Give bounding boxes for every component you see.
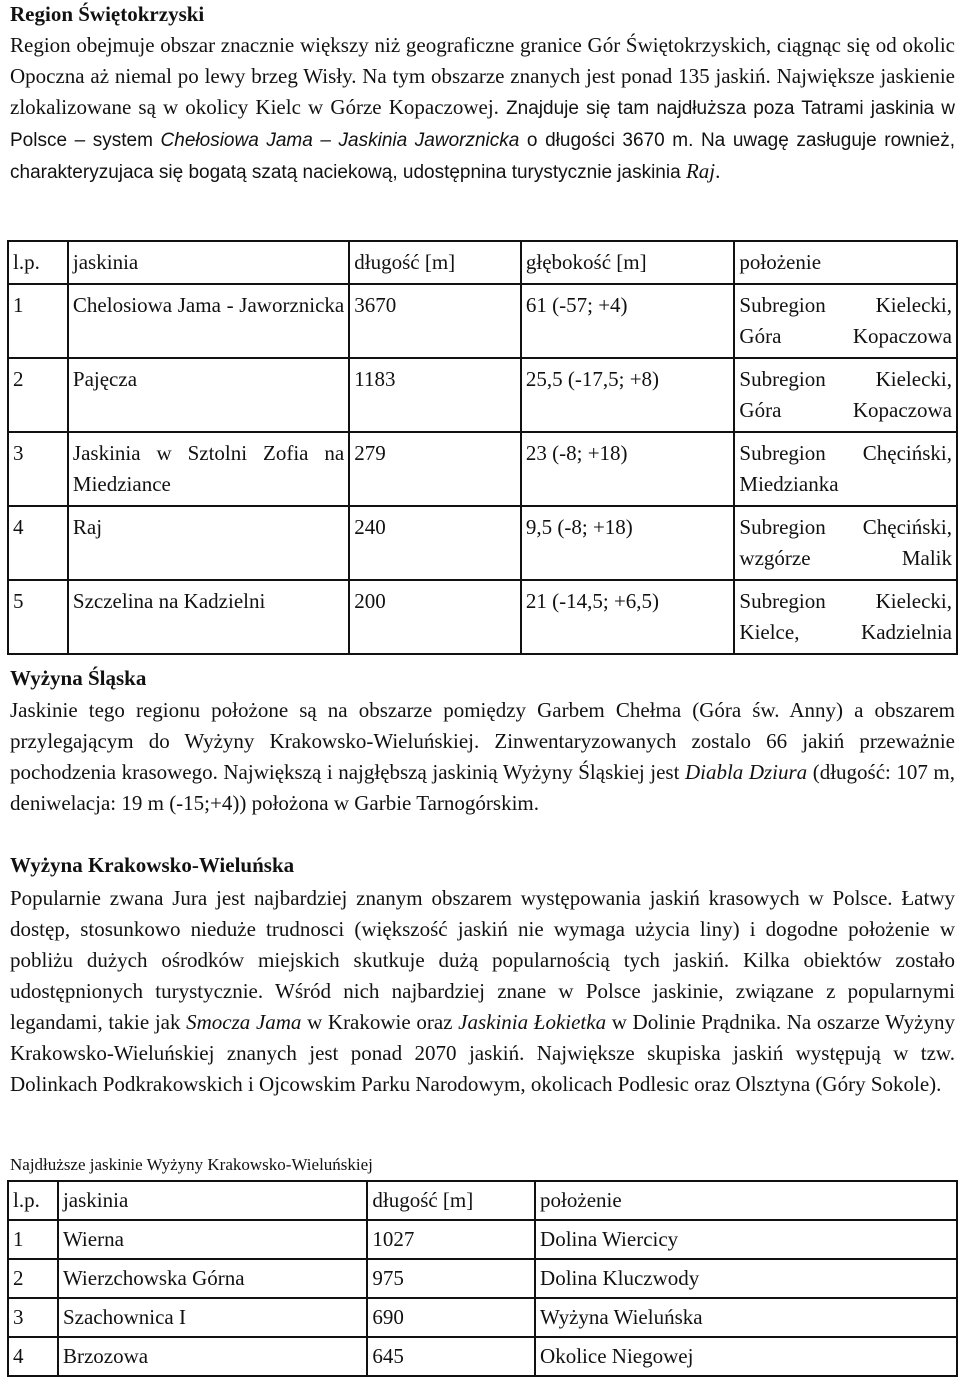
table-caption: Najdłuższe jaskinie Wyżyny Krakowsko-Wieluńskiej xyxy=(10,1155,373,1174)
table-cell: 690 xyxy=(367,1298,535,1337)
cave-name-lokietka: Jaskinia Łokietka xyxy=(458,1010,607,1034)
table-cell: Jaskinia w Sztolni Zofia na Miedziance xyxy=(68,432,349,506)
table-cell: 9,5 (-8; +18) xyxy=(521,506,735,580)
table-cell: 1027 xyxy=(367,1220,535,1259)
table-cell: 3670 xyxy=(349,284,521,358)
table-cell: 240 xyxy=(349,506,521,580)
header-cell: l.p. xyxy=(8,1181,58,1220)
table-row xyxy=(8,1337,957,1376)
table-row xyxy=(8,432,957,506)
table-cell: 25,5 (-17,5; +8) xyxy=(521,358,735,432)
cave-name-diabla-dziura: Diabla Dziura xyxy=(684,760,808,784)
body-text: Region obejmuje obszar znacznie większy niż geograficzne granice Gór Świętokrzyskich, ciągnąc się od okolic Opoczna aż niemal po lewy brzeg Wisły. Na tym obszarze znanych jest ponad 135 jaskiń. Największe jaskienie zlokalizowane są w okolicy Kielc w Górze Kopaczowej. xyxy=(10,33,955,119)
table-cell: 4 xyxy=(8,506,68,580)
table-row xyxy=(8,1298,957,1337)
table-row xyxy=(8,506,957,580)
table-cell: Szachownica I xyxy=(58,1298,367,1337)
section-title-slaska: Wyżyna Śląska xyxy=(10,666,147,690)
section-body-swietokrzyski xyxy=(10,30,955,188)
body-text-end: . xyxy=(715,159,721,183)
table-row xyxy=(8,284,957,358)
section-body-slaska xyxy=(10,695,955,819)
header-cell: jaskinia xyxy=(68,241,349,284)
table-row xyxy=(8,358,957,432)
table-cell: Wierna xyxy=(58,1220,367,1259)
section-title-swietokrzyski: Region Świętokrzyski xyxy=(10,2,205,26)
caves-table-krakowsko-wielunska xyxy=(7,1180,958,1377)
table-row xyxy=(8,1259,957,1298)
table-cell: 279 xyxy=(349,432,521,506)
table-cell: 3 xyxy=(8,1298,58,1337)
table-cell: Dolina Wiercicy xyxy=(535,1220,957,1259)
table-cell: Subregion Kielecki, Góra Kopaczowa xyxy=(734,358,957,432)
body-text-sans: o długości 3670 m. Na uwagę zasługuje rownież, charakteryzujaca się bogatą szatą naciekową, udostępnina turystycznie jaskinia xyxy=(10,130,956,183)
table-row xyxy=(8,580,957,654)
table-cell: 2 xyxy=(8,1259,58,1298)
table-cell: Subregion Chęciński, wzgórze Malik xyxy=(734,506,957,580)
table-cell: 1183 xyxy=(349,358,521,432)
table-header-row xyxy=(8,241,957,284)
cave-name-smocza-jama: Smocza Jama xyxy=(186,1010,302,1034)
table-cell: 1 xyxy=(8,284,68,358)
caves-table-swietokrzyski xyxy=(7,240,958,655)
body-text: w Dolinie Prądnika. Na oszarze Wyżyny Krakowsko-Wieluńskiej znanych jest ponad 2070 jaskiń. Największe skupiska jaskiń występują w tzw. Dolinkach Podkrakowskich i Ojcowskim Parku Narodowym, okolicach Podlesic oraz Olsztyna (Góry Sokole). xyxy=(10,1010,955,1096)
table-cell: 23 (-8; +18) xyxy=(521,432,735,506)
table-cell: 2 xyxy=(8,358,68,432)
section-body-krakowsko-wielunska xyxy=(10,883,955,1100)
body-text: Jaskinie tego regionu położone są na obszarze pomiędzy Garbem Chełma (Góra św. Anny) a obszarem przylegającym do Wyżyny Krakowsko-Wieluńskiej. Zinwentaryzowanych zostalo 66 jakiń przeważnie pochodzenia krasowego. Największą i najgłębszą jaskinią Wyżyny Śląskiej jest xyxy=(10,698,955,784)
header-cell: głębokość [m] xyxy=(521,241,735,284)
header-cell: długość [m] xyxy=(349,241,521,284)
table-cell: Chelosiowa Jama - Jaworznicka xyxy=(68,284,349,358)
body-text-sans: Znajduje się tam najdłuższa poza Tatrami jaskinia w Polsce – system xyxy=(10,98,955,151)
table-cell: 61 (-57; +4) xyxy=(521,284,735,358)
table-header-row xyxy=(8,1181,957,1220)
table-cell: 3 xyxy=(8,432,68,506)
table-cell: Brzozowa xyxy=(58,1337,367,1376)
table-cell: 975 xyxy=(367,1259,535,1298)
header-cell: położenie xyxy=(535,1181,957,1220)
header-cell: jaskinia xyxy=(58,1181,367,1220)
table-cell: Subregion Kielecki, Kielce, Kadzielnia xyxy=(734,580,957,654)
table-cell: Wyżyna Wieluńska xyxy=(535,1298,957,1337)
table-cell: 645 xyxy=(367,1337,535,1376)
table-cell: Dolina Kluczwody xyxy=(535,1259,957,1298)
cave-name-raj: Raj xyxy=(685,159,716,183)
table-row xyxy=(8,1220,957,1259)
table-cell: 4 xyxy=(8,1337,58,1376)
section-title-krakowsko-wielunska: Wyżyna Krakowsko-Wieluńska xyxy=(10,853,295,877)
header-cell: l.p. xyxy=(8,241,68,284)
table-cell: 21 (-14,5; +6,5) xyxy=(521,580,735,654)
body-text: (długość: 107 m, deniwelacja: 19 m (-15;+4)) położona w Garbie Tarnogórskim. xyxy=(10,760,956,815)
table-cell: 5 xyxy=(8,580,68,654)
table-cell: Szczelina na Kadzielni xyxy=(68,580,349,654)
cave-system-name: Chełosiowa Jama – Jaskinia Jaworznicka xyxy=(160,130,520,151)
table-cell: Raj xyxy=(68,506,349,580)
table-cell: Okolice Niegowej xyxy=(535,1337,957,1376)
table-cell: Wierzchowska Górna xyxy=(58,1259,367,1298)
table-cell: 1 xyxy=(8,1220,58,1259)
body-text: w Krakowie oraz xyxy=(301,1010,459,1034)
header-cell: długość [m] xyxy=(367,1181,535,1220)
table-cell: Subregion Kielecki, Góra Kopaczowa xyxy=(734,284,957,358)
header-cell: położenie xyxy=(734,241,957,284)
table-cell: Subregion Chęciński, Miedzianka xyxy=(734,432,957,506)
table-cell: 200 xyxy=(349,580,521,654)
table-cell: Pajęcza xyxy=(68,358,349,432)
body-text: Popularnie zwana Jura jest najbardziej znanym obszarem występowania jaskiń krasowych w Polsce. Łatwy dostęp, stosunkowo nieduże trudnosci (większość jaskiń nie wymaga użycia liny) i dogodne położenie w pobliżu dużych ośrodków miejskich skutkuje dużą popularnością tych jaskiń. Kilka obiektów zostało udostępnionych turystycznie. Wśród nich najbardziej znane w Polsce jaskinie, związane z popularnymi legandami, takie jak xyxy=(10,886,955,1034)
